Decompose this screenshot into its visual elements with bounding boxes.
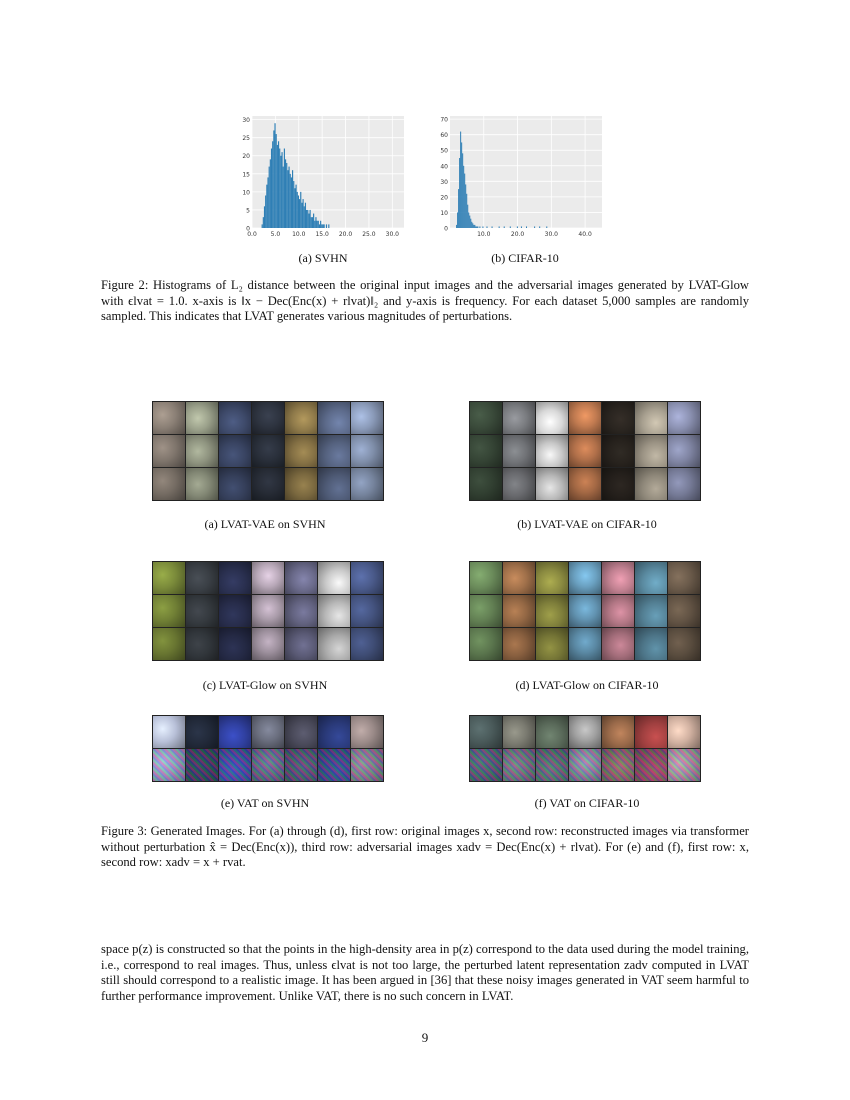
histogram-bar	[293, 181, 294, 228]
image-tile	[186, 402, 218, 434]
histogram-bar	[315, 217, 316, 228]
image-tile	[602, 628, 634, 660]
histogram-bar	[287, 170, 288, 228]
image-tile	[635, 595, 667, 627]
image-tile	[186, 716, 218, 748]
histogram-bar	[457, 212, 458, 228]
image-tile	[351, 402, 383, 434]
image-tile	[285, 749, 317, 781]
image-tile	[602, 595, 634, 627]
histogram-bar	[303, 199, 304, 228]
y-tick-label: 0	[246, 225, 250, 233]
histogram-bar	[534, 226, 535, 228]
image-tile	[470, 402, 502, 434]
image-tile	[569, 435, 601, 467]
image-tile	[602, 749, 634, 781]
subcaption-lvat-vae-cifar10: (b) LVAT-VAE on CIFAR-10	[517, 517, 657, 531]
image-tile	[635, 562, 667, 594]
image-tile	[285, 435, 317, 467]
image-tile	[219, 402, 251, 434]
image-tile	[351, 716, 383, 748]
histogram-bar	[273, 130, 274, 228]
histogram-bar	[263, 217, 264, 228]
histogram-bar	[272, 141, 273, 228]
image-tile	[186, 749, 218, 781]
image-grid-vat-cifar10	[469, 715, 701, 782]
image-tile	[219, 562, 251, 594]
x-tick-label: 5.0	[270, 231, 281, 238]
subcaption-lvat-glow-svhn: (c) LVAT-Glow on SVHN	[202, 678, 328, 692]
image-tile	[285, 628, 317, 660]
y-tick-label: 10	[440, 209, 448, 217]
histogram-bar	[466, 194, 467, 228]
histogram-bar	[462, 153, 463, 228]
y-tick-label: 25	[242, 135, 250, 143]
histogram-bar	[286, 163, 287, 228]
subcaption-vat-cifar10: (f) VAT on CIFAR-10	[534, 796, 640, 810]
histogram-bar	[521, 226, 522, 228]
histogram-bar	[264, 206, 265, 228]
histogram-bar	[510, 226, 511, 228]
image-tile	[186, 468, 218, 500]
image-tile	[635, 435, 667, 467]
histogram-bar	[274, 123, 275, 228]
image-grid-lvat-vae-svhn	[152, 401, 384, 501]
image-grid-lvat-vae-cifar10	[469, 401, 701, 501]
histogram-bar	[301, 203, 302, 228]
image-tile	[536, 595, 568, 627]
histogram-bar	[305, 203, 306, 228]
y-tick-label: 15	[242, 171, 250, 179]
image-tile	[285, 468, 317, 500]
y-tick-label: 30	[440, 178, 448, 186]
histogram-bar	[311, 217, 312, 228]
image-tile	[186, 628, 218, 660]
image-tile	[186, 435, 218, 467]
histogram-bar	[475, 226, 476, 228]
image-tile	[351, 468, 383, 500]
image-tile	[635, 402, 667, 434]
image-tile	[668, 716, 700, 748]
histogram-bar	[499, 226, 500, 228]
x-tick-label: 15.0	[315, 231, 329, 238]
y-tick-label: 10	[242, 189, 250, 197]
body-paragraph: space p(z) is constructed so that the points in the high-density area in p(z) correspond to the data used during the model training, i.e., correspond to real images. Thus, unless ϵlvat is not too large, the perturbed latent representation zadv computed in LVAT still should correspond to a realistic image. It has been argued in [36] that these noisy images generated in VAT seem harmful to further performance improvement. Unlike VAT, there is no such concern in LVAT.	[101, 942, 749, 1003]
histogram-bar	[312, 217, 313, 228]
histogram-bar	[479, 226, 480, 228]
histogram-bar	[467, 205, 468, 228]
histogram-bar	[284, 149, 285, 228]
image-tile	[252, 628, 284, 660]
histogram-bar	[320, 221, 321, 228]
image-tile	[569, 468, 601, 500]
figure2-caption-text: Histograms of L₂ distance between the original input images and the adversarial images generated by LVAT-Glow with ϵlvat = 1.0. x-axis is ‖x − Dec(Enc(x) + rlvat)‖₂ and y-axis is frequency. For each dataset 5,000 samples are randomly sampled. This indicates that LVAT generates various magnitudes of perturbations.	[101, 278, 750, 323]
image-tile	[153, 749, 185, 781]
y-tick-label: 30	[242, 117, 250, 125]
image-tile	[219, 716, 251, 748]
image-grid-lvat-glow-cifar10	[469, 561, 701, 661]
histogram-bar	[277, 145, 278, 228]
y-tick-label: 50	[440, 147, 448, 155]
histogram-bar	[546, 226, 547, 228]
x-tick-label: 10.0	[292, 231, 306, 238]
x-tick-label: 30.0	[544, 231, 559, 238]
image-tile	[470, 562, 502, 594]
image-tile	[470, 628, 502, 660]
histogram-bar	[290, 174, 291, 228]
image-tile	[536, 562, 568, 594]
image-tile	[536, 468, 568, 500]
image-tile	[318, 435, 350, 467]
image-tile	[536, 628, 568, 660]
image-tile	[351, 435, 383, 467]
histogram-bar	[288, 167, 289, 228]
histogram-bar	[313, 214, 314, 228]
image-tile	[503, 595, 535, 627]
image-tile	[569, 562, 601, 594]
image-tile	[285, 595, 317, 627]
image-tile	[668, 749, 700, 781]
image-tile	[153, 628, 185, 660]
histogram-bar	[324, 224, 325, 228]
image-tile	[503, 716, 535, 748]
histogram-bar	[283, 167, 284, 228]
image-tile	[351, 749, 383, 781]
histogram-bar	[476, 226, 477, 228]
image-tile	[153, 402, 185, 434]
histogram-bar	[539, 226, 540, 228]
histogram-bar	[482, 226, 483, 228]
histogram-bar	[304, 206, 305, 228]
image-tile	[668, 595, 700, 627]
histogram-bar	[299, 199, 300, 228]
histogram-bar	[322, 224, 323, 228]
subcaption-cifar10: (b) CIFAR-10	[491, 251, 559, 265]
image-tile	[602, 435, 634, 467]
image-tile	[602, 402, 634, 434]
histogram-bar	[271, 149, 272, 228]
histogram-bar	[280, 156, 281, 228]
x-tick-label: 10.0	[477, 231, 491, 238]
histogram-bar	[294, 188, 295, 228]
histogram-bar	[307, 210, 308, 228]
image-tile	[285, 716, 317, 748]
image-tile	[503, 628, 535, 660]
x-tick-label: 20.0	[510, 231, 525, 238]
image-tile	[536, 402, 568, 434]
image-tile	[569, 628, 601, 660]
histogram-cifar10	[436, 112, 606, 242]
histogram-bar	[328, 224, 329, 228]
histogram-bar	[468, 212, 469, 228]
image-tile	[470, 595, 502, 627]
histogram-bar	[300, 192, 301, 228]
image-tile	[602, 468, 634, 500]
image-tile	[318, 402, 350, 434]
y-tick-label: 20	[242, 153, 250, 161]
image-tile	[668, 435, 700, 467]
image-tile	[536, 749, 568, 781]
image-tile	[252, 402, 284, 434]
image-tile	[470, 749, 502, 781]
histogram-bar	[472, 223, 473, 228]
figure2-caption-label: Figure 2:	[101, 278, 149, 292]
image-tile	[318, 628, 350, 660]
histogram-bar	[265, 195, 266, 228]
histogram-bar	[262, 224, 263, 228]
image-tile	[318, 468, 350, 500]
image-tile	[318, 595, 350, 627]
subcaption-svhn: (a) SVHN	[298, 251, 348, 265]
x-tick-label: 25.0	[362, 231, 376, 238]
image-tile	[635, 468, 667, 500]
histogram-bar	[456, 225, 457, 228]
histogram-bar	[461, 142, 462, 228]
image-tile	[252, 435, 284, 467]
histogram-bar	[465, 184, 466, 228]
y-tick-label: 20	[440, 194, 448, 202]
y-tick-label: 60	[440, 132, 448, 140]
image-tile	[635, 716, 667, 748]
image-tile	[318, 562, 350, 594]
histogram-bar	[295, 185, 296, 228]
histogram-bar	[314, 221, 315, 228]
histogram-bar	[318, 221, 319, 228]
image-tile	[668, 402, 700, 434]
image-tile	[318, 749, 350, 781]
histogram-bar	[504, 226, 505, 228]
histogram-bar	[266, 185, 267, 228]
histogram-bar	[276, 134, 277, 228]
x-tick-label: 30.0	[385, 231, 399, 238]
histogram-bar	[306, 210, 307, 228]
histogram-bar	[464, 174, 465, 228]
image-tile	[153, 468, 185, 500]
histogram-bar	[285, 159, 286, 228]
image-tile	[318, 716, 350, 748]
image-tile	[569, 716, 601, 748]
image-tile	[668, 562, 700, 594]
histogram-bar	[470, 219, 471, 228]
image-tile	[569, 749, 601, 781]
histogram-bar	[267, 177, 268, 228]
histogram-bar	[473, 225, 474, 228]
histogram-bar	[319, 224, 320, 228]
histogram-bar	[460, 132, 461, 228]
histogram-bar	[477, 226, 478, 228]
image-tile	[470, 716, 502, 748]
image-tile	[569, 595, 601, 627]
image-tile	[569, 402, 601, 434]
y-tick-label: 40	[440, 163, 448, 171]
histogram-svhn	[238, 112, 408, 242]
image-tile	[635, 628, 667, 660]
image-tile	[536, 716, 568, 748]
image-tile	[285, 402, 317, 434]
subcaption-lvat-glow-cifar10: (d) LVAT-Glow on CIFAR-10	[515, 678, 659, 692]
histogram-bar	[281, 152, 282, 228]
histogram-bar	[471, 222, 472, 228]
image-tile	[153, 435, 185, 467]
subcaption-lvat-vae-svhn: (a) LVAT-VAE on SVHN	[204, 517, 326, 531]
x-tick-label: 0.0	[247, 231, 257, 238]
image-tile	[219, 628, 251, 660]
plot-area	[450, 116, 602, 228]
image-grid-vat-svhn	[152, 715, 384, 782]
histogram-bar	[321, 224, 322, 228]
page-number: 9	[421, 1030, 429, 1045]
image-tile	[503, 749, 535, 781]
image-tile	[503, 402, 535, 434]
image-tile	[252, 749, 284, 781]
image-tile	[252, 562, 284, 594]
image-tile	[153, 595, 185, 627]
histogram-bar	[291, 177, 292, 228]
histogram-bar	[308, 214, 309, 228]
image-tile	[252, 468, 284, 500]
image-tile	[635, 749, 667, 781]
image-tile	[602, 562, 634, 594]
image-tile	[602, 716, 634, 748]
histogram-bar	[463, 166, 464, 228]
figure3-caption: Figure 3: Generated Images. For (a) through (d), first row: original images x, second row: reconstructed images via transformer without perturbation x̂ = Dec(Enc(x)), third row: adversarial images xadv = Dec(Enc(x) + rlvat). For (e) and (f), first row: x, second row: xadv = x + rvat.	[101, 824, 749, 869]
image-tile	[219, 595, 251, 627]
image-grid-lvat-glow-svhn	[152, 561, 384, 661]
y-tick-label: 0	[444, 225, 448, 233]
image-tile	[351, 628, 383, 660]
image-tile	[186, 562, 218, 594]
image-tile	[668, 468, 700, 500]
image-tile	[470, 468, 502, 500]
histogram-bar	[279, 149, 280, 228]
image-tile	[219, 435, 251, 467]
image-tile	[219, 749, 251, 781]
histogram-bar	[297, 192, 298, 228]
x-tick-label: 20.0	[338, 231, 353, 238]
y-tick-label: 70	[440, 116, 448, 124]
histogram-bar	[526, 226, 527, 228]
image-tile	[285, 562, 317, 594]
image-tile	[536, 435, 568, 467]
histogram-bar	[292, 170, 293, 228]
image-tile	[503, 468, 535, 500]
histogram-bar	[469, 216, 470, 228]
y-tick-label: 5	[246, 207, 250, 215]
histogram-bar	[326, 224, 327, 228]
histogram-bar	[459, 158, 460, 228]
histogram-bar	[458, 189, 459, 228]
histogram-bar	[517, 226, 518, 228]
histogram-bar	[270, 159, 271, 228]
histogram-bar	[278, 141, 279, 228]
image-tile	[503, 562, 535, 594]
histogram-bar	[474, 225, 475, 228]
image-tile	[351, 595, 383, 627]
image-tile	[186, 595, 218, 627]
x-tick-label: 40.0	[578, 231, 592, 238]
image-tile	[470, 435, 502, 467]
image-tile	[153, 716, 185, 748]
figure2-caption	[101, 278, 749, 325]
image-tile	[351, 562, 383, 594]
subcaption-vat-svhn: (e) VAT on SVHN	[220, 796, 310, 810]
histogram-bar	[269, 167, 270, 228]
image-tile	[668, 628, 700, 660]
image-tile	[252, 595, 284, 627]
image-tile	[503, 435, 535, 467]
histogram-bar	[298, 195, 299, 228]
image-tile	[219, 468, 251, 500]
histogram-bar	[486, 226, 487, 228]
histogram-bar	[492, 226, 493, 228]
image-tile	[252, 716, 284, 748]
histogram-bar	[310, 210, 311, 228]
histogram-bar	[317, 221, 318, 228]
image-tile	[153, 562, 185, 594]
